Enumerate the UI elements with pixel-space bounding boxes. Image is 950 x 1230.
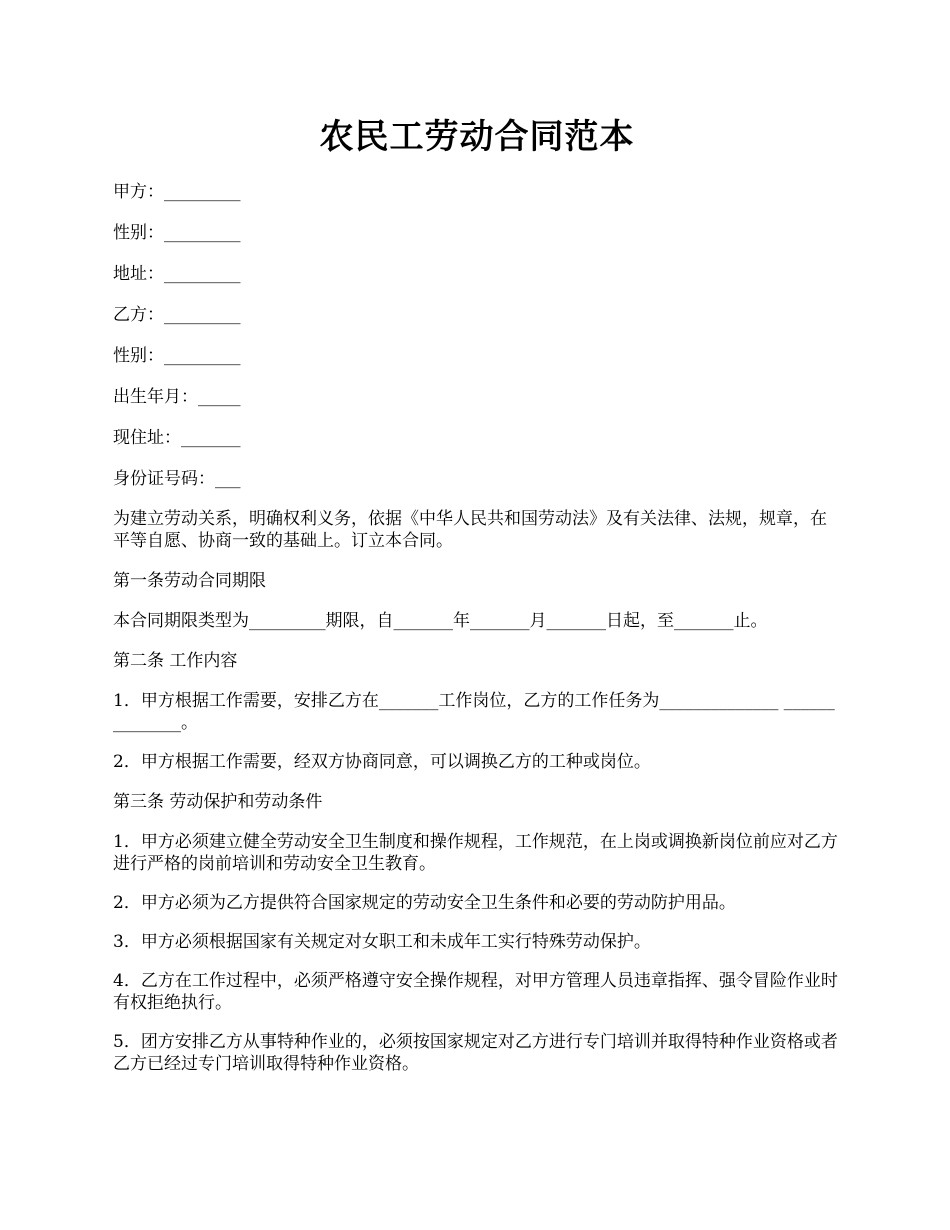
party-b-residence-field: 现住址：_______ <box>113 428 241 448</box>
party-b-id-field: 身份证号码：___ <box>113 469 241 489</box>
party-a-field: 甲方：_________ <box>113 182 241 202</box>
party-a-address-field: 地址：_________ <box>113 264 241 284</box>
document-title: 农民工劳动合同范本 <box>319 117 635 157</box>
intro-paragraph: 为建立劳动关系，明确权利义务，依据《中华人民共和国劳动法》及有关法律、法规，规章，在平等自愿、协商一致的基础上。订立本合同。 <box>113 509 827 551</box>
article-2-heading: 第二条 工作内容 <box>113 651 238 671</box>
party-b-birth-field: 出生年月：_____ <box>113 387 241 407</box>
party-a-gender-field: 性别：_________ <box>113 223 241 243</box>
article-1-paragraph: 本合同期限类型为_________期限，自_______年_______月_______日起，至_______止。 <box>113 611 768 631</box>
article-2-paragraph-2: 2．甲方根据工作需要，经双方协商同意，可以调换乙方的工种或岗位。 <box>113 752 651 772</box>
article-3-paragraph-1: 1．甲方必须建立健全劳动安全卫生制度和操作规程，工作规范，在上岗或调换新岗位前应对乙方进行严格的岗前培训和劳动安全卫生教育。 <box>113 832 838 874</box>
article-3-paragraph-5: 5．团方安排乙方从事特种作业的，必须按国家规定对乙方进行专门培训并取得特种作业资格或者乙方已经过专门培训取得特种作业资格。 <box>113 1032 838 1074</box>
article-2-paragraph-1: 1．甲方根据工作需要，安排乙方在_______工作岗位，乙方的工作任务为______________ ______________。 <box>113 691 835 733</box>
article-3-heading: 第三条 劳动保护和劳动条件 <box>113 792 323 812</box>
article-3-paragraph-2: 2．甲方必须为乙方提供符合国家规定的劳动安全卫生条件和必要的劳动防护用品。 <box>113 893 736 913</box>
document-page <box>113 112 841 1092</box>
party-b-field: 乙方：_________ <box>113 305 241 325</box>
article-1-heading: 第一条劳动合同期限 <box>113 571 266 591</box>
article-3-paragraph-3: 3．甲方必须根据国家有关规定对女职工和未成年工实行特殊劳动保护。 <box>113 932 651 952</box>
party-b-gender-field: 性别：_________ <box>113 346 241 366</box>
article-3-paragraph-4: 4．乙方在工作过程中，必须严格遵守安全操作规程，对甲方管理人员违章指挥、强令冒险作业时有权拒绝执行。 <box>113 971 838 1013</box>
